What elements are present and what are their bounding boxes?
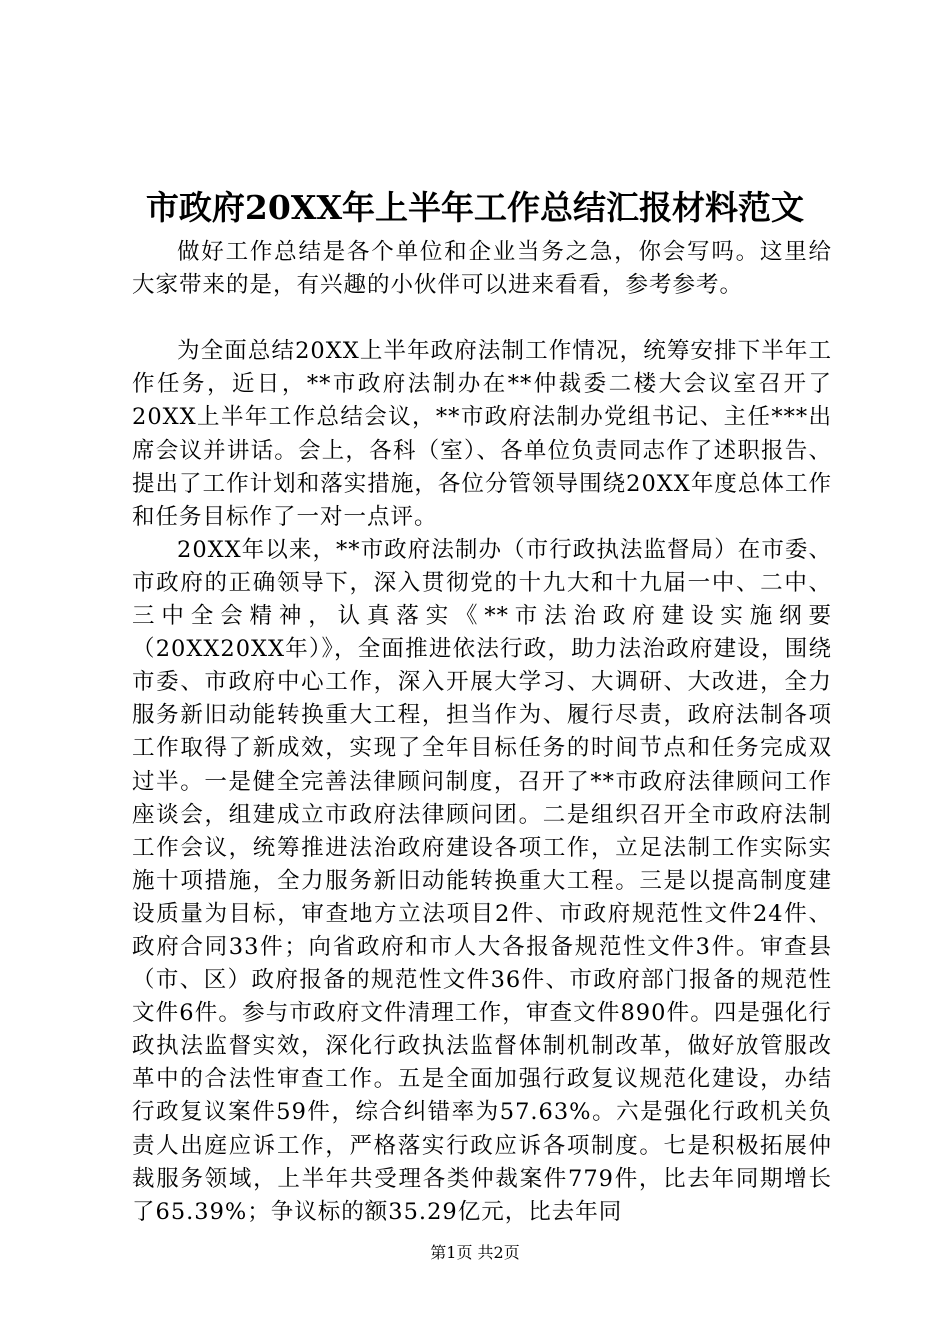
document-title: 市政府20XX年上半年工作总结汇报材料范文 — [145, 188, 805, 227]
page-number: 第1页 共2页 — [430, 1243, 520, 1262]
intro-paragraph: 做好工作总结是各个单位和企业当务之急，你会写吗。这里给大家带来的是，有兴趣的小伙伴可以进来看看，参考参考。 — [132, 239, 832, 299]
paragraph-spacer — [132, 302, 832, 335]
document-body — [132, 236, 832, 1229]
body-paragraph-1: 为全面总结20XX上半年政府法制工作情况，统筹安排下半年工作任务，近日，**市政府法制办在**仲裁委二楼大会议室召开了20XX上半年工作总结会议，**市政府法制办党组书记、主任***出席会议并讲话。会上，各科（室）、各单位负责同志作了述职报告、提出了工作计划和落实措施，各位分管领导围绕20XX年度总体工作和任务目标作了一对一点评。 — [132, 338, 832, 530]
body-paragraph-2: 20XX年以来，**市政府法制办（市行政执法监督局）在市委、市政府的正确领导下，深入贯彻党的十九大和十九届一中、二中、三中全会精神，认真落实《**市法治政府建设实施纲要（20XX20XX年）》，全面推进依法行政，助力法治政府建设，围绕市委、市政府中心工作，深入开展大学习、大调研、大改进，全力服务新旧动能转换重大工程，担当作为、履行尽责，政府法制各项工作取得了新成效，实现了全年目标任务的时间节点和任务完成双过半。一是健全完善法律顾问制度，召开了**市政府法律顾问工作座谈会，组建成立市政府法律顾问团。二是组织召开全市政府法制工作会议，统筹推进法治政府建设各项工作，立足法制工作实际实施十项措施，全力服务新旧动能转换重大工程。三是以提高制度建设质量为目标，审查地方立法项目2件、市政府规范性文件24件、政府合同33件；向省政府和市人大各报备规范性文件3件。审查县（市、区）政府报备的规范性文件36件、市政府部门报备的规范性文件6件。参与市政府文件清理工作，审查文件890件。四是强化行政执法监督实效，深化行政执法监督体制机制改革，做好放管服改革中的合法性审查工作。五是全面加强行政复议规范化建设，办结行政复议案件59件，综合纠错率为57.63%。六是强化行政机关负责人出庭应诉工作，严格落实行政应诉各项制度。七是积极拓展仲裁服务领域，上半年共受理各类仲裁案件779件，比去年同期增长了65.39%；争议标的额35.29亿元，比去年同 — [132, 536, 832, 1225]
